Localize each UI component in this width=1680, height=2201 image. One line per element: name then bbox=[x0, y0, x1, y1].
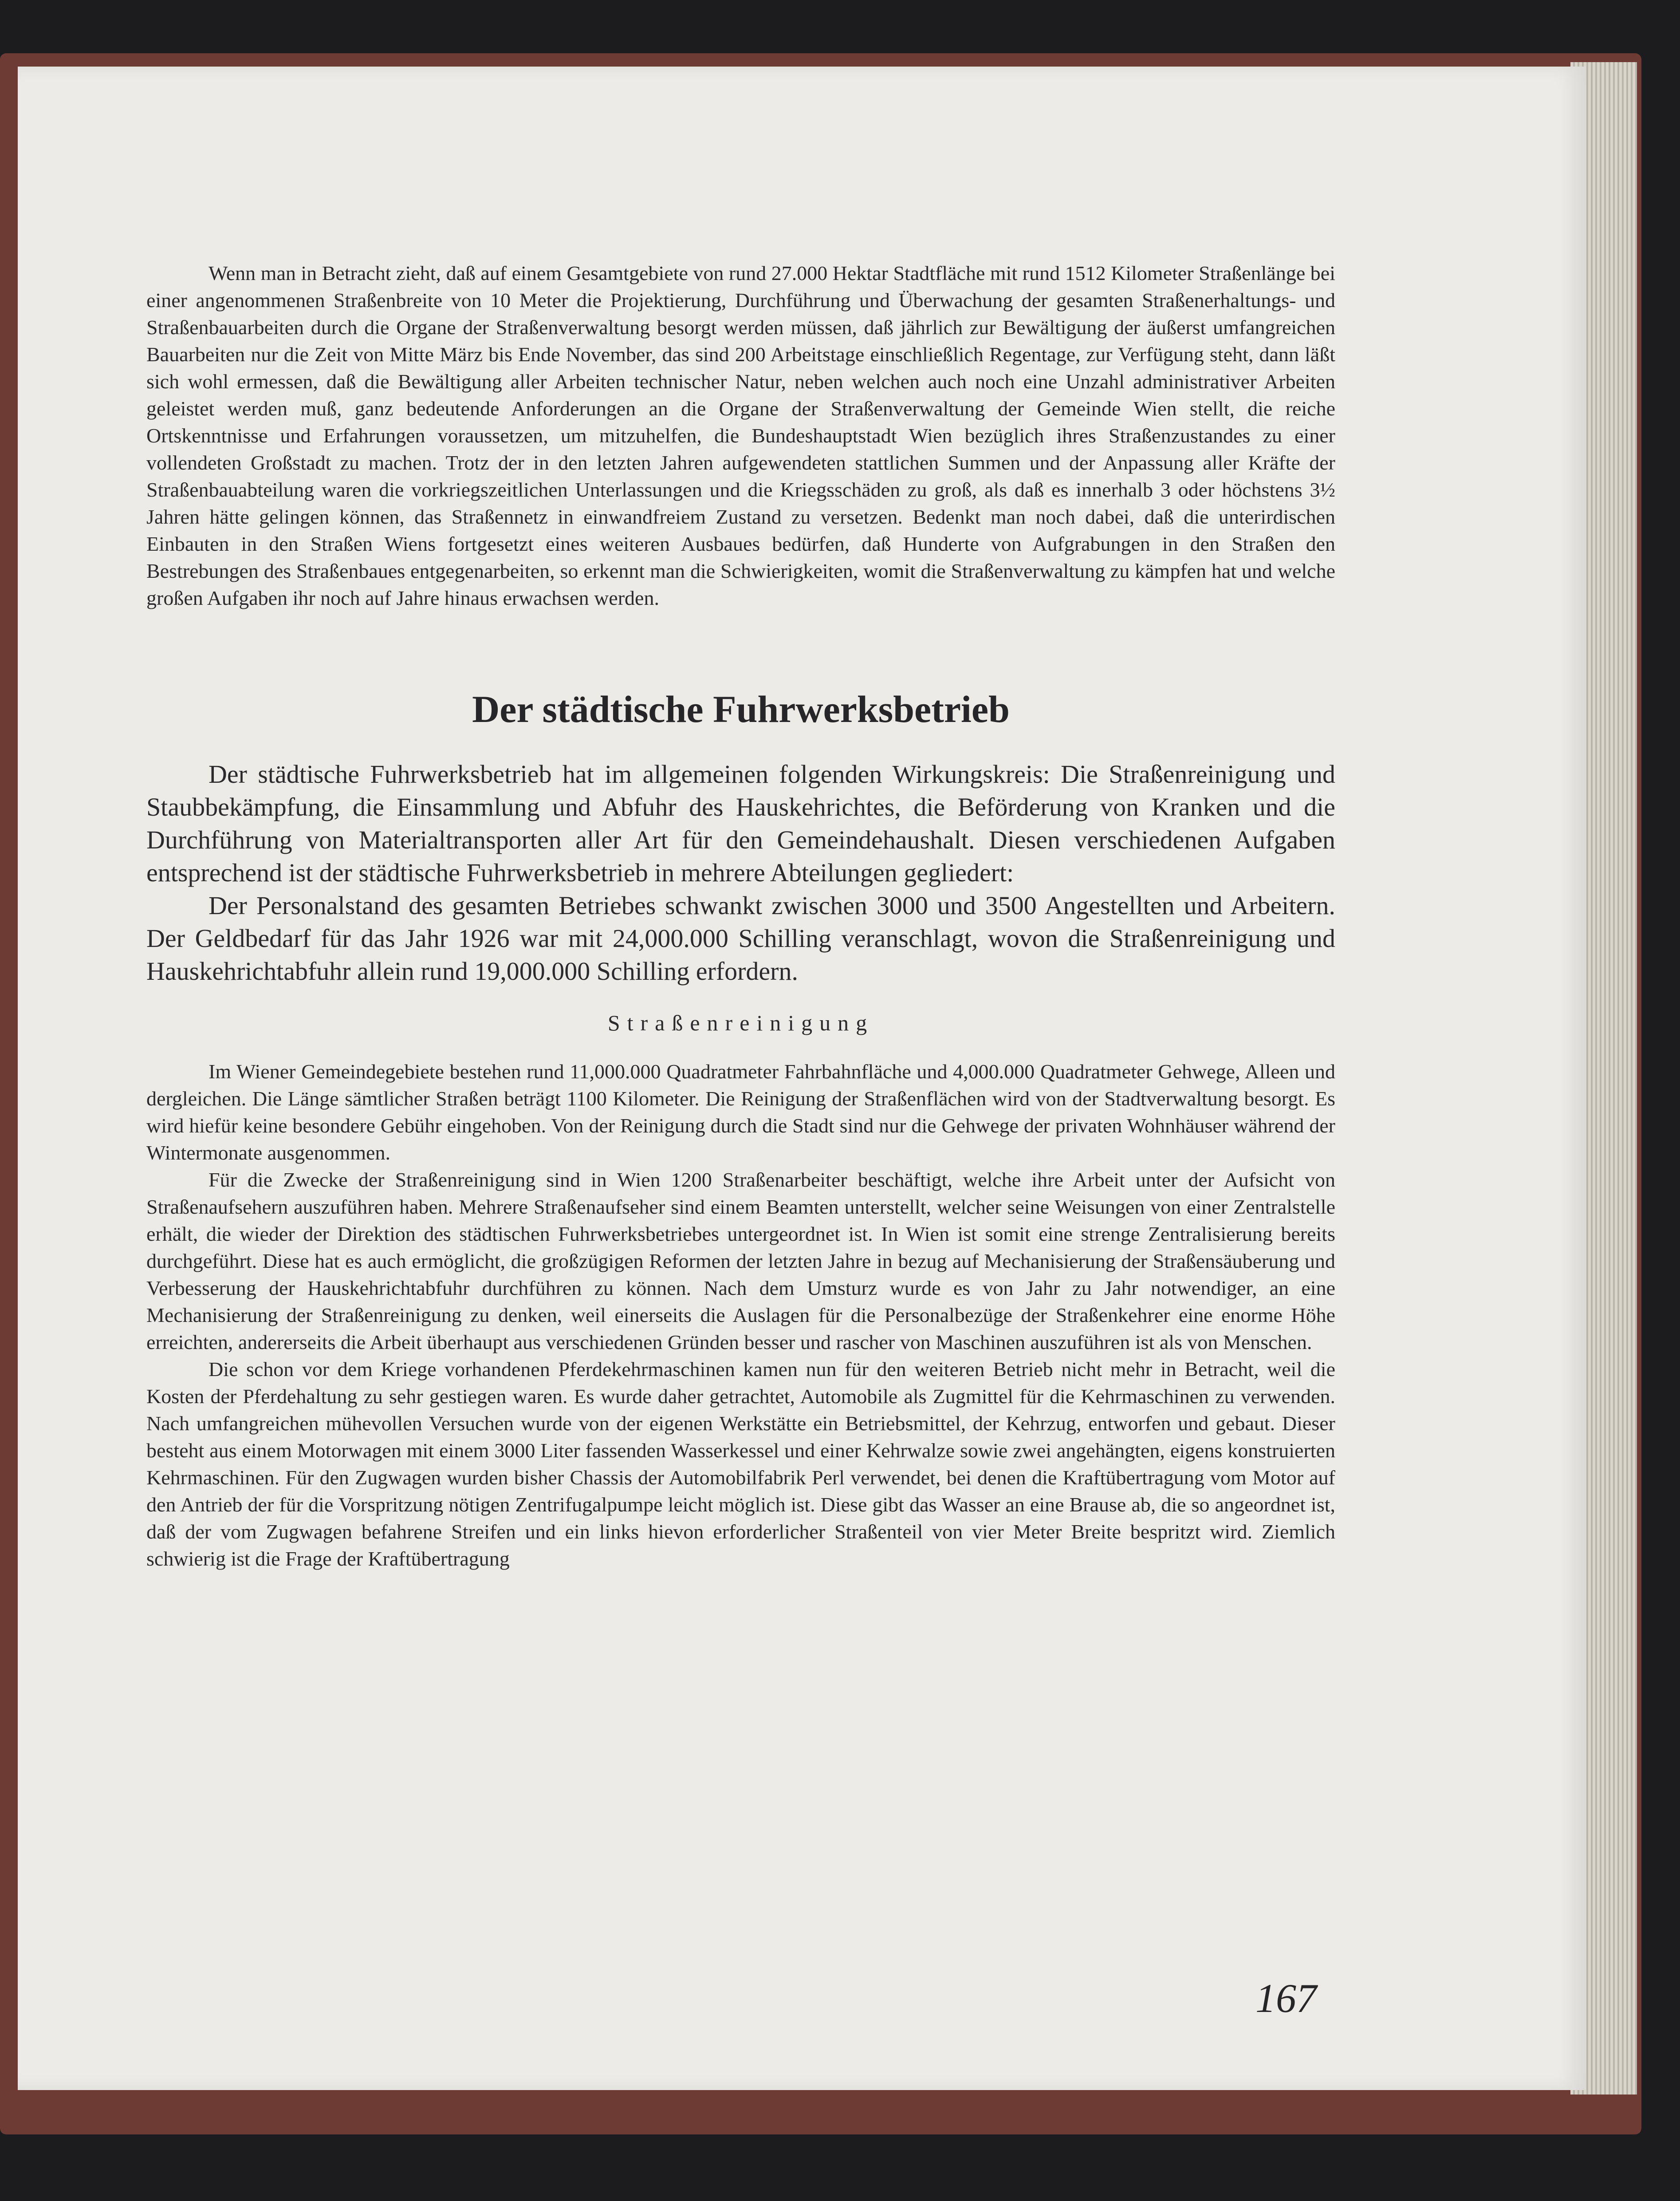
page-content bbox=[146, 260, 1335, 1572]
subsection-heading: Straßenreinigung bbox=[607, 1010, 874, 1035]
subsection-paragraph-1: Im Wiener Gemeindegebiete bestehen rund 11,000.000 Quadratmeter Fahrbahnfläche und 4,000.000 Quadratmeter Gehwege, Alleen und dergleichen. Die Länge sämtlicher Straßen beträgt 1100 Kilometer. Die Reinigung der Straßenflächen wird von der Stadtverwaltung besorgt. Es wird hiefür keine besondere Gebühr eingehoben. Von der Reinigung durch die Stadt sind nur die Gehwege der privaten Wohnhäuser während der Wintermonate ausgenommen. bbox=[146, 1060, 1335, 1164]
section-heading: Der städtische Fuhrwerksbetrieb bbox=[472, 688, 1010, 730]
book-page bbox=[18, 67, 1586, 2090]
section-paragraph-1: Der städtische Fuhrwerksbetrieb hat im allgemeinen folgenden Wirkungskreis: Die Straßenreinigung und Staubbekämpfung, die Einsammlung und Abfuhr des Hauskehrichtes, die Beförderung von Kranken und die Durchführung von Materialtransporten aller Art für den Gemeindehaushalt. Diesen verschiedenen Aufgaben entsprechend ist der städtische Fuhrwerksbetrieb in mehrere Abteilungen gegliedert: bbox=[146, 760, 1335, 887]
section-paragraph-2: Der Personalstand des gesamten Betriebes schwankt zwischen 3000 und 3500 Angestellten und Arbeitern. Der Geldbedarf für das Jahr 1926 war mit 24,000.000 Schilling veranschlagt, wovon die Straßenreinigung und Hauskehrichtabfuhr allein rund 19,000.000 Schilling erfordern. bbox=[146, 891, 1335, 986]
subsection-paragraph-2: Für die Zwecke der Straßenreinigung sind in Wien 1200 Straßenarbeiter beschäftigt, welche ihre Arbeit unter der Aufsicht von Straßenaufsehern auszuführen haben. Mehrere Straßenaufseher sind einem Beamten unterstellt, welcher seine Weisungen von einer Zentralstelle erhält, die wieder der Direktion des städtischen Fuhrwerksbetriebes untergeordnet ist. In Wien ist somit eine strenge Zentralisierung bereits durchgeführt. Diese hat es auch ermöglicht, die großzügigen Reformen der letzten Jahre in bezug auf Mechanisierung der Straßensäuberung und Verbesserung der Hauskehrichtabfuhr durchführen zu können. Nach dem Umsturz wurde es von Jahr zu Jahr notwendiger, an eine Mechanisierung der Straßenreinigung zu denken, weil einerseits die Auslagen für die Personalbezüge der Straßenkehrer eine enorme Höhe erreichten, andererseits die Arbeit überhaupt aus verschiedenen Gründen besser und rascher von Maschinen auszuführen ist als von Menschen. bbox=[146, 1168, 1335, 1353]
page-number: 167 bbox=[1255, 1976, 1317, 2021]
intro-paragraph: Wenn man in Betracht zieht, daß auf einem Gesamtgebiete von rund 27.000 Hektar Stadtfläche mit rund 1512 Kilometer Straßenlänge bei einer angenommenen Straßenbreite von 10 Meter die Projektierung, Durchführung und Überwachung der gesamten Straßenerhaltungs- und Straßenbauarbeiten durch die Organe der Straßenverwaltung besorgt werden müssen, daß jährlich zur Bewältigung der äußerst umfangreichen Bauarbeiten nur die Zeit von Mitte März bis Ende November, das sind 200 Arbeitstage einschließlich Regentage, zur Verfügung steht, dann läßt sich wohl ermessen, daß die Bewältigung aller Arbeiten technischer Natur, neben welchen auch noch eine Unzahl administrativer Arbeiten geleistet werden muß, ganz bedeutende Anforderungen an die Organe der Straßenverwaltung der Gemeinde Wien stellt, die reiche Ortskenntnisse und Erfahrungen voraussetzen, um mitzuhelfen, die Bundeshauptstadt Wien bezüglich ihres Straßenzustandes zu einer vollendeten Großstadt zu machen. Trotz der in den letzten Jahren aufgewendeten stattlichen Summen und der Anpassung aller Kräfte der Straßenbauabteilung waren die vorkriegszeitlichen Unterlassungen und die Kriegsschäden zu groß, als daß es innerhalb 3 oder höchstens 3½ Jahren hätte gelingen können, das Straßennetz in einwandfreiem Zustand zu versetzen. Bedenkt man noch dabei, daß die unterirdischen Einbauten in den Straßen Wiens fortgesetzt eines weiteren Ausbaues bedürfen, daß Hunderte von Aufgrabungen in den Straßen den Bestrebungen des Straßenbaues entgegenarbeiten, so erkennt man die Schwierigkeiten, womit die Straßenverwaltung zu kämpfen hat und welche großen Aufgaben ihr noch auf Jahre hinaus erwachsen werden. bbox=[146, 262, 1335, 609]
subsection-paragraph-3: Die schon vor dem Kriege vorhandenen Pferdekehrmaschinen kamen nun für den weiteren Betrieb nicht mehr in Betracht, weil die Kosten der Pferdehaltung zu sehr gestiegen waren. Es wurde daher getrachtet, Automobile als Zugmittel für die Kehrmaschinen zu verwenden. Nach umfangreichen mühevollen Versuchen wurde von der eigenen Werkstätte ein Betriebsmittel, der Kehrzug, entworfen und gebaut. Dieser besteht aus einem Motorwagen mit einem 3000 Liter fassenden Wasserkessel und einer Kehrwalze sowie zwei angehängten, eigens konstruierten Kehrmaschinen. Für den Zugwagen wurden bisher Chassis der Automobilfabrik Perl verwendet, bei denen die Kraftübertragung vom Motor auf den Antrieb der für die Vorspritzung nötigen Zentrifugalpumpe leicht möglich ist. Diese gibt das Wasser an eine Brause ab, die so angeordnet ist, daß der vom Zugwagen befahrene Streifen und ein links hievon erforderlicher Straßenteil von vier Meter Breite bespritzt wird. Ziemlich schwierig ist die Frage der Kraftübertragung bbox=[146, 1358, 1335, 1570]
